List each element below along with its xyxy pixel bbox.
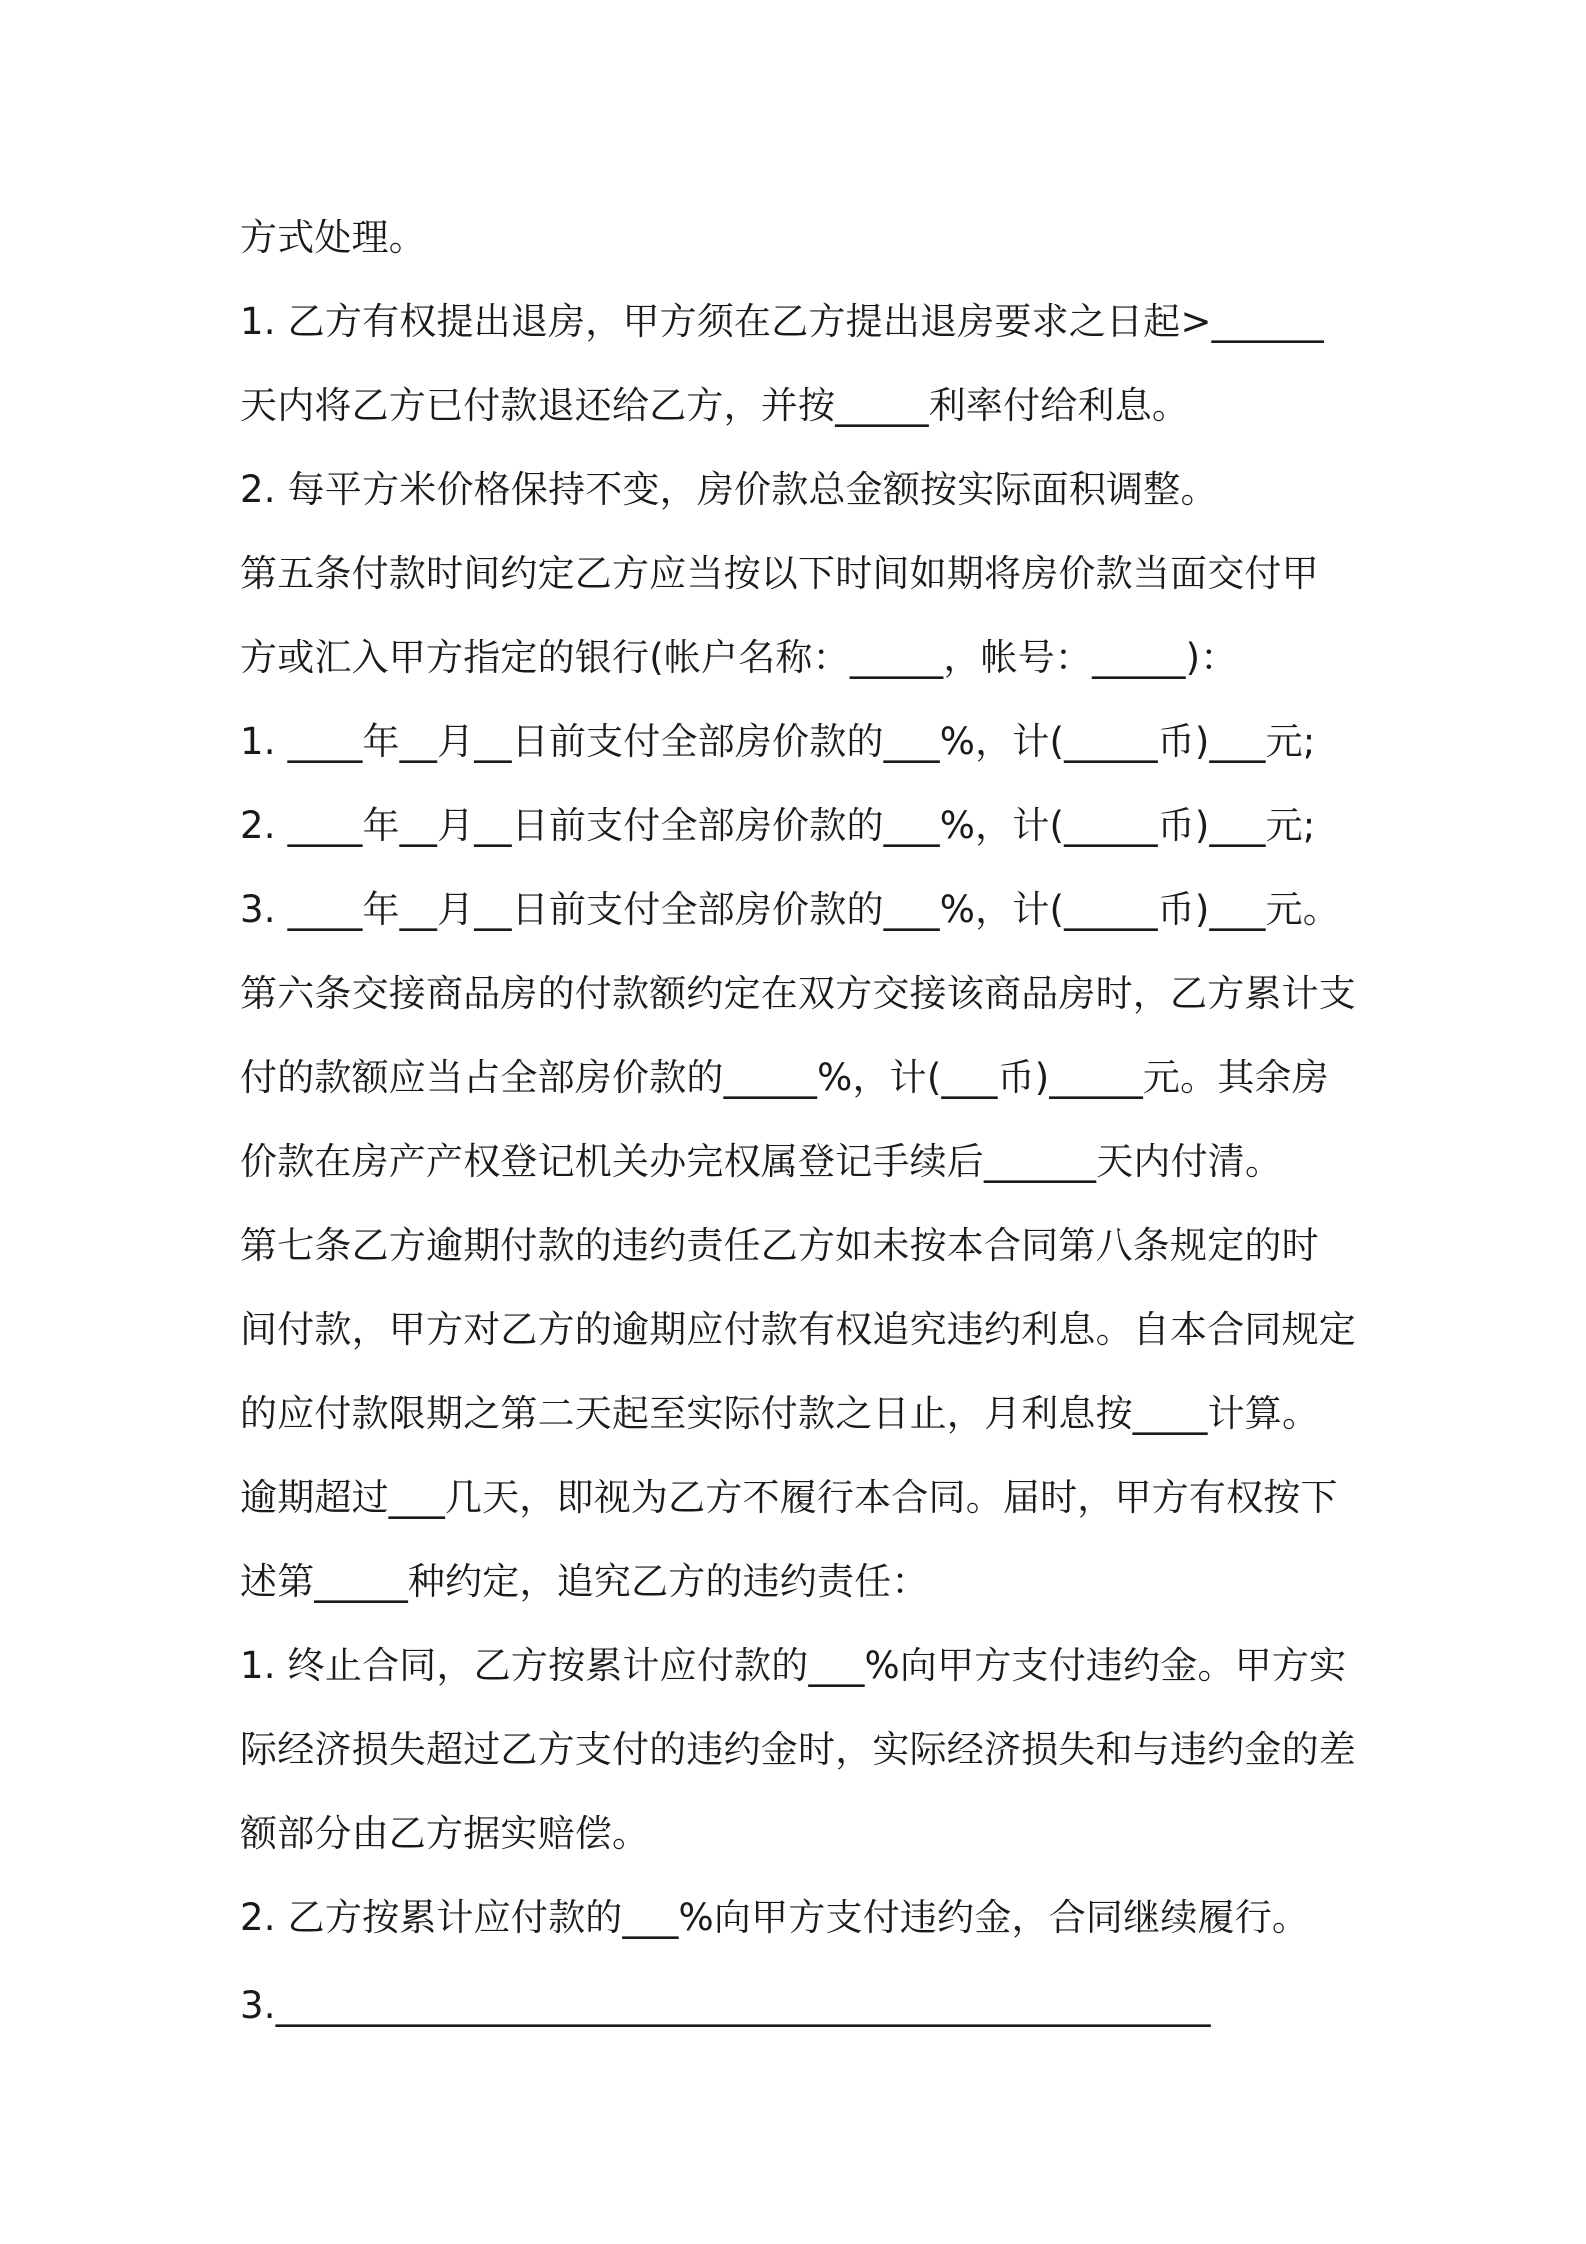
text-line: 的应付款限期之第二天起至实际付款之日止，月利息按____计算。 bbox=[240, 1392, 1320, 1435]
text-line: 第五条付款时间约定乙方应当按以下时间如期将房价款当面交付甲 bbox=[240, 552, 1319, 595]
text-line: 3.__________________________________________________ bbox=[240, 1984, 1211, 2027]
text-line: 3. ____年__月__日前支付全部房价款的___%，计(_____币)___元。 bbox=[240, 888, 1340, 931]
text-line: 2. 每平方米价格保持不变，房价款总金额按实际面积调整。 bbox=[240, 468, 1218, 511]
text-line: 付的款额应当占全部房价款的_____%，计(___币)_____元。其余房 bbox=[240, 1056, 1329, 1099]
text-line: 逾期超过___几天，即视为乙方不履行本合同。届时，甲方有权按下 bbox=[240, 1476, 1338, 1519]
text-line: 额部分由乙方据实赔偿。 bbox=[240, 1812, 650, 1855]
text-line: 天内将乙方已付款退还给乙方，并按_____利率付给利息。 bbox=[240, 384, 1190, 427]
text-line: 1. ____年__月__日前支付全部房价款的___%，计(_____币)___元; bbox=[240, 720, 1316, 763]
contract-text-body bbox=[240, 196, 1360, 2048]
text-line: 际经济损失超过乙方支付的违约金时，实际经济损失和与违约金的差 bbox=[240, 1728, 1356, 1771]
text-line: 方式处理。 bbox=[240, 216, 426, 259]
text-line: 述第_____种约定，追究乙方的违约责任： bbox=[240, 1560, 929, 1603]
text-line: 1. 乙方有权提出退房，甲方须在乙方提出退房要求之日起>______ bbox=[240, 300, 1324, 343]
text-line: 第七条乙方逾期付款的违约责任乙方如未按本合同第八条规定的时 bbox=[240, 1224, 1319, 1267]
text-line: 方或汇入甲方指定的银行(帐户名称：_____，帐号：_____)： bbox=[240, 636, 1238, 679]
text-line: 第六条交接商品房的付款额约定在双方交接该商品房时，乙方累计支 bbox=[240, 972, 1356, 1015]
text-line: 价款在房产产权登记机关办完权属登记手续后______天内付清。 bbox=[240, 1140, 1283, 1183]
text-line: 1. 终止合同，乙方按累计应付款的___%向甲方支付违约金。甲方实 bbox=[240, 1644, 1347, 1687]
text-line: 间付款，甲方对乙方的逾期应付款有权追究违约利息。自本合同规定 bbox=[240, 1308, 1356, 1351]
text-line: 2. 乙方按累计应付款的___%向甲方支付违约金，合同继续履行。 bbox=[240, 1896, 1310, 1939]
text-line: 2. ____年__月__日前支付全部房价款的___%，计(_____币)___元; bbox=[240, 804, 1316, 847]
